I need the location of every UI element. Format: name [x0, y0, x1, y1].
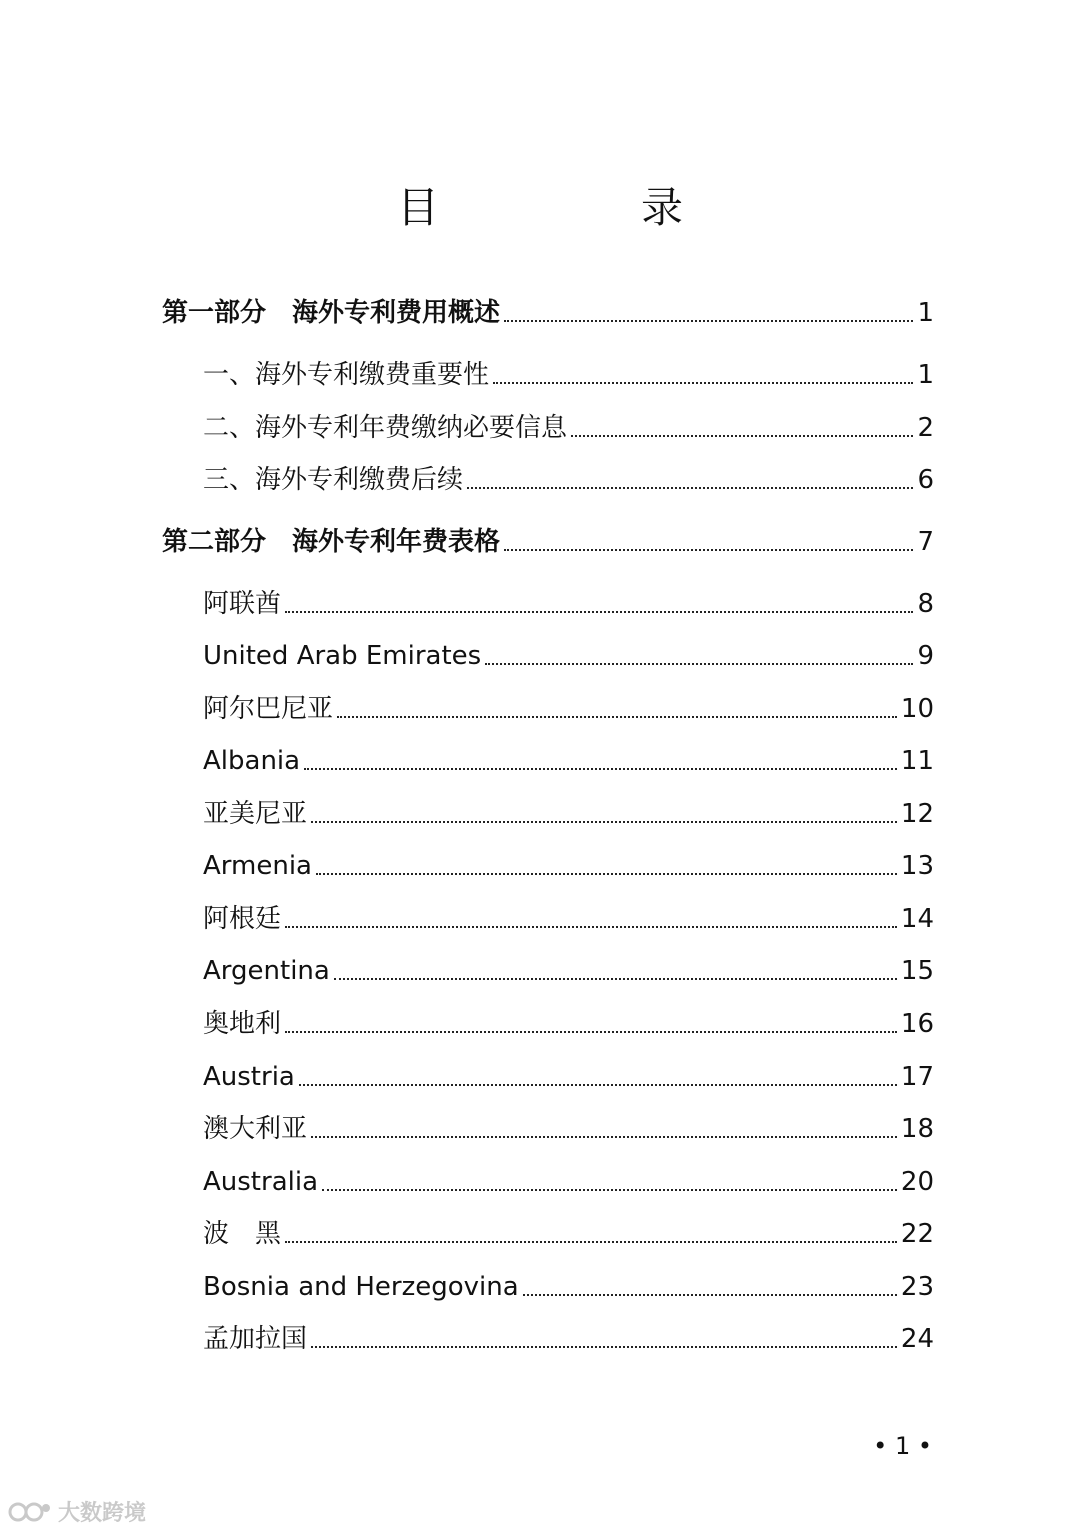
toc-entry[interactable]: [162, 1057, 934, 1097]
toc-entry-label: 二、海外专利年费缴纳必要信息: [203, 413, 568, 443]
toc-dot-leader: [299, 1084, 897, 1086]
toc-entry-page: 8: [917, 589, 934, 619]
toc-part-entry[interactable]: [162, 522, 934, 562]
toc-dot-leader: [485, 663, 913, 665]
toc-entry-label: 阿根廷: [203, 904, 282, 934]
toc-entry-page: 1: [917, 298, 934, 328]
toc-entry-label: Albania: [203, 746, 301, 776]
toc-entry-page: 13: [900, 851, 934, 881]
toc-entry-label: Australia: [203, 1167, 319, 1197]
toc-dot-leader: [311, 1346, 897, 1348]
toc-entry-page: 9: [917, 641, 934, 671]
page-number: • 1 •: [873, 1432, 932, 1460]
toc-entry-label: 一、海外专利缴费重要性: [203, 360, 490, 390]
toc-part-entry[interactable]: [162, 293, 934, 333]
watermark: [8, 1496, 146, 1527]
toc-entry-label: Bosnia and Herzegovina: [203, 1272, 519, 1302]
toc-entry-page: 6: [917, 465, 934, 495]
toc-entry[interactable]: [162, 689, 934, 729]
toc-entry[interactable]: [162, 1004, 934, 1044]
toc-entry-label: 孟加拉国: [203, 1324, 308, 1354]
toc-entry[interactable]: [162, 1267, 934, 1307]
toc-dot-leader: [316, 873, 897, 875]
toc-entry-label: 奥地利: [203, 1009, 282, 1039]
toc-entry[interactable]: [162, 1214, 934, 1254]
watermark-text: 大数跨境: [58, 1501, 147, 1526]
toc-entry-page: 16: [900, 1009, 934, 1039]
toc-entry-label: 阿尔巴尼亚: [203, 694, 334, 724]
toc-entry-label: 亚美尼亚: [203, 799, 308, 829]
toc-dot-leader: [285, 1241, 897, 1243]
toc-entry[interactable]: [162, 460, 934, 500]
toc-entry[interactable]: [162, 636, 934, 676]
toc-entry-label: 阿联酋: [203, 589, 282, 619]
toc-entry[interactable]: [162, 1319, 934, 1359]
toc-entry-label: United Arab Emirates: [203, 641, 482, 671]
toc-dot-leader: [285, 611, 913, 613]
toc-entry-page: 1: [917, 360, 934, 390]
toc-entry-label: 波 黑: [203, 1219, 282, 1249]
toc-entry-page: 11: [900, 746, 934, 776]
toc-entry-page: 20: [900, 1167, 934, 1197]
toc-dot-leader: [334, 978, 897, 980]
toc-entry-page: 18: [900, 1114, 934, 1144]
toc-dot-leader: [311, 821, 897, 823]
watermark-logo-icon: [8, 1500, 52, 1524]
toc-entry-page: 7: [917, 527, 934, 557]
toc-entry-page: 23: [900, 1272, 934, 1302]
toc-entry[interactable]: [162, 951, 934, 991]
toc-entry-label: Argentina: [203, 956, 330, 986]
toc-entry[interactable]: [162, 899, 934, 939]
toc-entry[interactable]: [162, 741, 934, 781]
toc-entry[interactable]: [162, 584, 934, 624]
toc-dot-leader: [504, 549, 913, 551]
toc-dot-leader: [285, 926, 897, 928]
toc-dot-leader: [311, 1136, 897, 1138]
toc-entry[interactable]: [162, 408, 934, 448]
toc-entry-label: 第二部分 海外专利年费表格: [162, 527, 501, 557]
toc-dot-leader: [467, 487, 913, 489]
toc-dot-leader: [337, 716, 897, 718]
toc-entry-page: 2: [917, 413, 934, 443]
toc-dot-leader: [523, 1294, 897, 1296]
toc-dot-leader: [504, 320, 913, 322]
toc-dot-leader: [493, 382, 913, 384]
toc-entry-page: 22: [900, 1219, 934, 1249]
toc-entry-label: 三、海外专利缴费后续: [203, 465, 464, 495]
toc-dot-leader: [285, 1031, 897, 1033]
toc-entry-label: Austria: [203, 1062, 295, 1092]
toc-entry[interactable]: [162, 355, 934, 395]
toc-entry[interactable]: [162, 1162, 934, 1202]
page-title: 目 录: [396, 183, 763, 232]
toc-entry-label: Armenia: [203, 851, 312, 881]
toc-entry-label: 第一部分 海外专利费用概述: [162, 298, 501, 328]
table-of-contents: [162, 0, 934, 1400]
toc-entry-page: 10: [900, 694, 934, 724]
toc-entry-page: 14: [900, 904, 934, 934]
toc-entry[interactable]: [162, 846, 934, 886]
toc-dot-leader: [322, 1189, 897, 1191]
toc-entry-page: 15: [900, 956, 934, 986]
toc-entry-label: 澳大利亚: [203, 1114, 308, 1144]
toc-entry-page: 12: [900, 799, 934, 829]
toc-dot-leader: [571, 435, 913, 437]
toc-entry[interactable]: [162, 1109, 934, 1149]
toc-dot-leader: [304, 768, 897, 770]
toc-entry-page: 17: [900, 1062, 934, 1092]
toc-entry-page: 24: [900, 1324, 934, 1354]
toc-entry[interactable]: [162, 794, 934, 834]
